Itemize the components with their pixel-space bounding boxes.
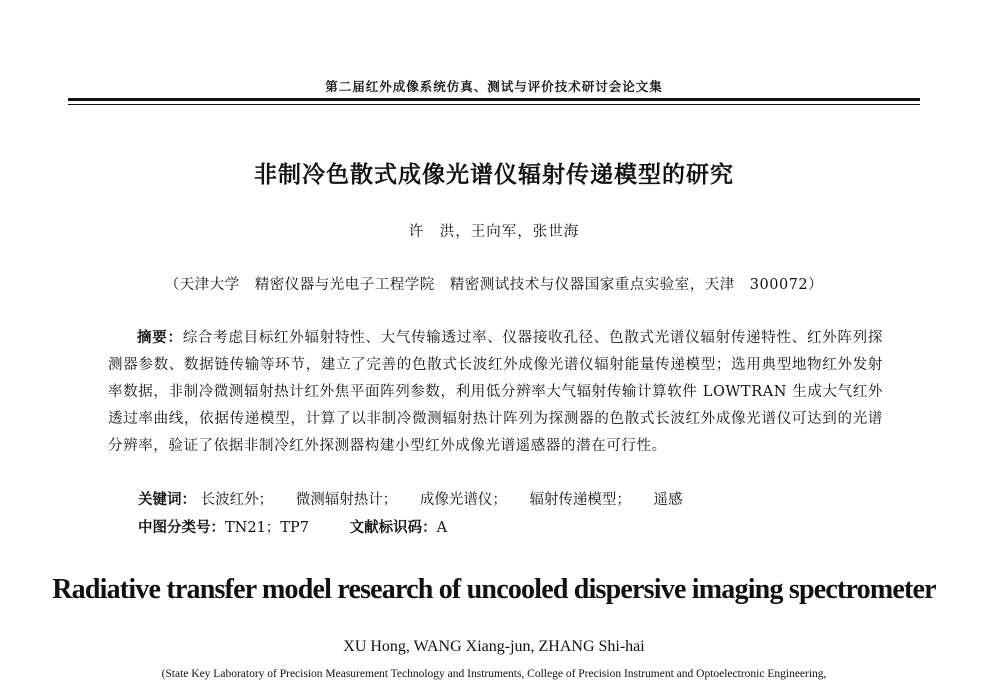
abstract-chinese [108,325,883,460]
affiliation-chinese: （天津大学 精密仪器与光电子工程学院 精密测试技术与仪器国家重点实验室，天津 300072） [164,277,824,293]
classification-line [138,516,447,537]
keywords-line [138,488,701,509]
keyword-item: 成像光谱仪； [419,492,507,508]
classification-label: 中图分类号： [138,520,225,536]
authors-chinese: 许 洪，王向军，张世海 [408,224,580,240]
keyword-item: 长波红外； [200,492,274,508]
keywords-label: 关键词： [138,492,196,508]
paper-title-english: Radiative transfer model research of uncooled dispersive imaging spectrometer [52,574,936,605]
abstract-text: 综合考虑目标红外辐射特性、大气传输透过率、仪器接收孔径、色散式光谱仪辐射传递特性、红外阵列探测器参数、数据链传输等环节，建立了完善的色散式长波红外成像光谱仪辐射能量传递模型；选用典型地物红外发射率数据，非制冷微测辐射热计红外焦平面阵列参数，利用低分辨率大气辐射传输计算软件 LOWTRAN 生成大气红外透过率曲线，依据传递模型，计算了以非制冷微测辐射热计阵列为探测器的色散式长波红外成像光谱仪可达到的光谱分辨率，验证了依据非制冷红外探测器构建小型红外成像光谱遥感器的潜在可行性。 [108,330,883,454]
header-rule-thick [68,98,920,101]
keyword-item: 微测辐射热计； [295,492,398,508]
abstract-label: 摘要： [137,330,183,346]
document-code-value: A [436,520,448,536]
keyword-item: 辐射传递模型； [529,492,631,508]
affiliation-english: (State Key Laboratory of Precision Measurement Technology and Instruments, College of Precision Instrument and Optoelectronic Engineering, [161,668,827,680]
keyword-item: 遥感 [653,492,683,508]
classification-value: TN21；TP7 [225,520,309,536]
authors-english: XU Hong, WANG Xiang-jun, ZHANG Shi-hai [343,638,645,655]
header-rule-thin [68,104,920,105]
paper-title-chinese: 非制冷色散式成像光谱仪辐射传递模型的研究 [254,162,734,188]
document-code-label: 文献标识码： [349,520,437,536]
running-header: 第二届红外成像系统仿真、测试与评价技术研讨会论文集 [325,79,663,94]
